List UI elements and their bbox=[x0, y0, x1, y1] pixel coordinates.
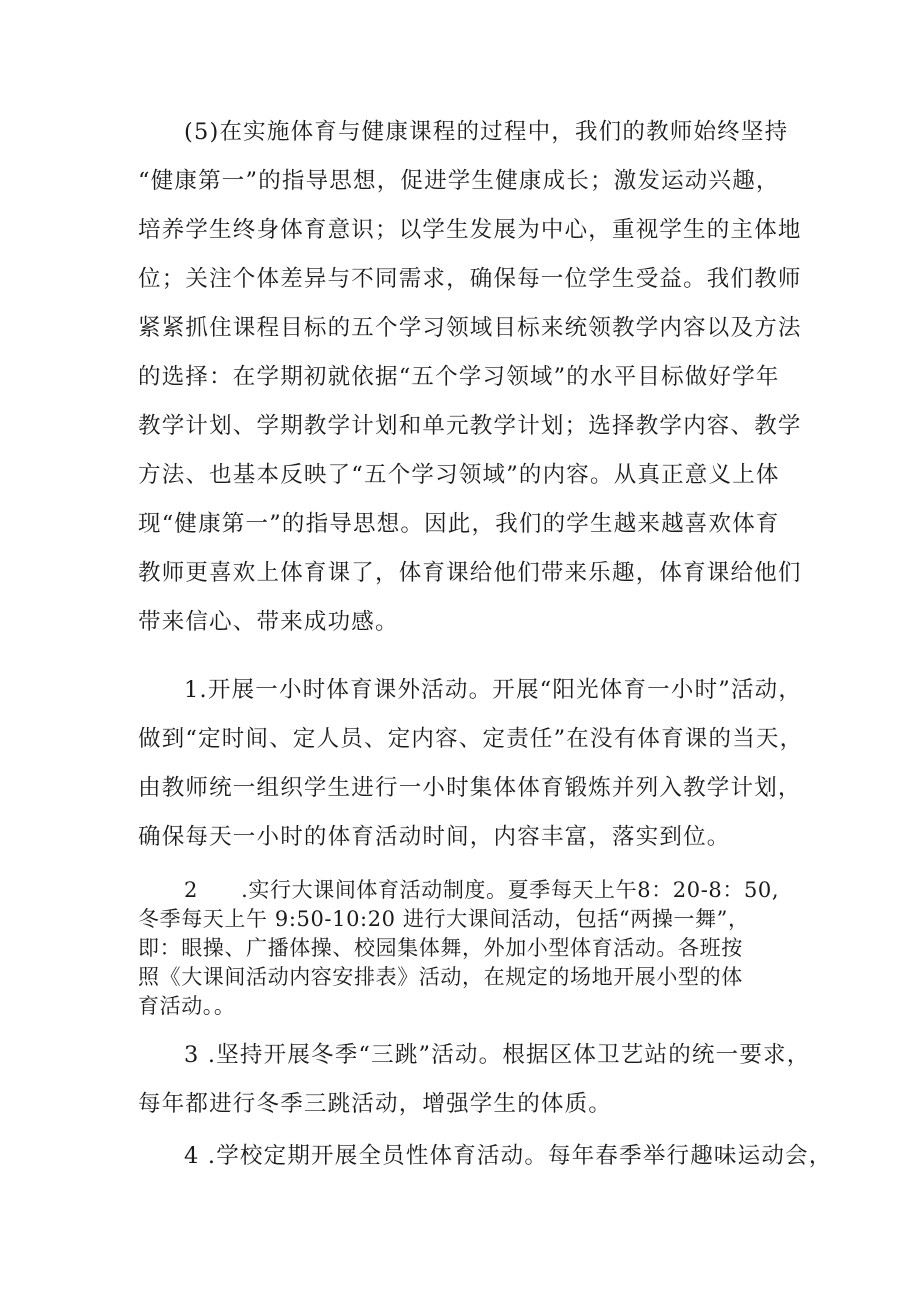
paragraph-course-implementation bbox=[138, 108, 802, 647]
text-line: 紧紧抓住课程目标的五个学习领域目标来统领教学内容以及方法 bbox=[138, 315, 802, 341]
text-line: 由教师统一组织学生进行一小时集体体育锻炼并列入教学计划， bbox=[138, 775, 802, 801]
text-line: 教师更喜欢上体育课了，体育课给他们带来乐趣，体育课给他们 bbox=[138, 560, 802, 586]
text-line: 4 .学校定期开展全员性体育活动。每年春季举行趣味运动会， bbox=[184, 1143, 833, 1169]
text-line: 1.开展一小时体育课外活动。开展“阳光体育一小时”活动， bbox=[184, 677, 803, 703]
text-line: 每年都进行冬季三跳活动，增强学生的体质。 bbox=[138, 1091, 613, 1117]
text-line: 现“健康第一”的指导思想。因此，我们的学生越来越喜欢体育 bbox=[138, 511, 780, 537]
text-line: 位；关注个体差异与不同需求，确保每一位学生受益。我们教师 bbox=[138, 266, 802, 292]
text-line: 育活动。。 bbox=[138, 994, 236, 1018]
text-line: 做到“定时间、定人员、定内容、定责任”在没有体育课的当天， bbox=[138, 726, 804, 752]
text-line: 的选择：在学期初就依据“五个学习领域”的水平目标做好学年 bbox=[138, 364, 780, 390]
text-line: 培养学生终身体育意识；以学生发展为中心，重视学生的主体地 bbox=[138, 217, 802, 243]
text-line: 教学计划、学期教学计划和单元教学计划；选择教学内容、教学 bbox=[138, 413, 802, 439]
paragraph-item-4 bbox=[138, 1132, 833, 1181]
text-line: “健康第一”的指导思想，促进学生健康成长；激发运动兴趣， bbox=[138, 168, 780, 194]
paragraph-item-1 bbox=[138, 666, 804, 862]
text-line: 2 .实行大课间体育活动制度。夏季每天上午8：20-8：50, bbox=[184, 878, 780, 902]
text-line: 方法、也基本反映了“五个学习领域”的内容。从真正意义上体 bbox=[138, 462, 780, 488]
text-line: 冬季每天上午 9:50-10:20 进行大课间活动，包括“两操一舞”， bbox=[138, 907, 750, 931]
paragraph-item-3 bbox=[138, 1031, 811, 1129]
text-line: 3 .坚持开展冬季“三跳”活动。根据区体卫艺站的统一要求， bbox=[184, 1042, 811, 1068]
text-line: 带来信心、带来成功感。 bbox=[138, 609, 399, 635]
text-line: 照《大课间活动内容安排表》活动，在规定的场地开展小型的体 bbox=[138, 965, 743, 989]
text-line: 即：眼操、广播体操、校园集体舞，外加小型体育活动。各班按 bbox=[138, 936, 743, 960]
text-line: 确保每天一小时的体育活动时间，内容丰富，落实到位。 bbox=[138, 824, 731, 850]
paragraph-item-2 bbox=[138, 876, 798, 1021]
text-line: (5)在实施体育与健康课程的过程中，我们的教师始终坚持 bbox=[184, 119, 789, 145]
